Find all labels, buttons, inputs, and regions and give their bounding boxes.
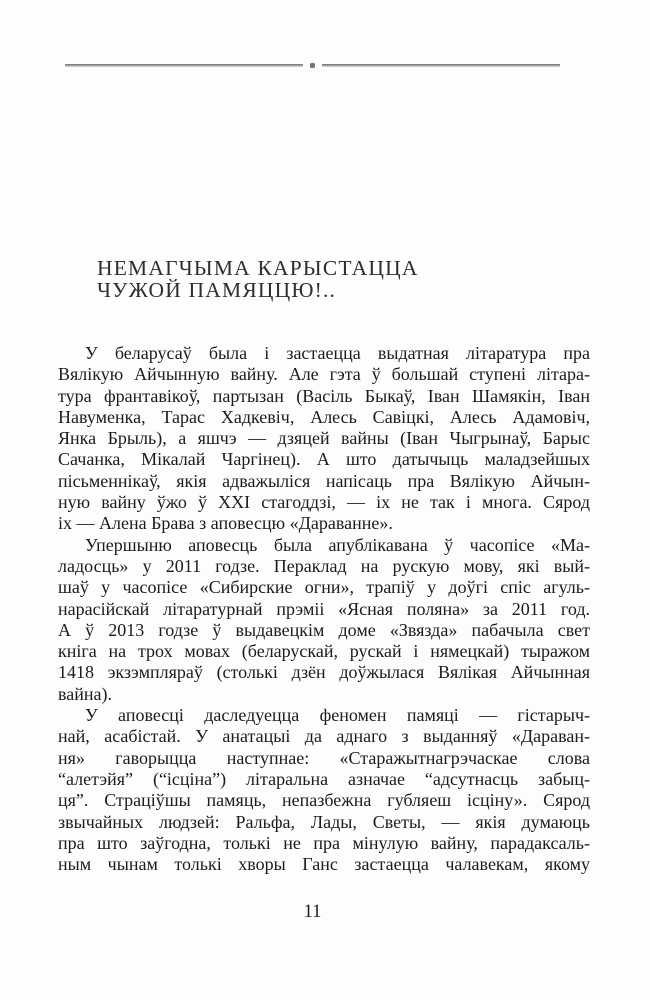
text-line: Навуменка, Тарас Хадкевіч, Алесь Савіцкі, Алесь Адамовіч,	[58, 406, 590, 427]
text-line: ця”. Страціўшы памяць, непазбежна губляеш ісціну». Сярод	[58, 790, 590, 811]
header-dot-ornament-icon	[310, 63, 315, 68]
text-line: Упершыню аповесць была апублікавана ў часопісе «Ма-	[85, 534, 590, 555]
paragraph	[58, 535, 590, 705]
body-text	[58, 343, 590, 875]
text-line: пісьменнікаў, якія адважыліся напісаць пра Вялікую Айчын-	[58, 470, 590, 491]
text-line: най, асабістай. У анатацыі да аднаго з выданняў «Дараван-	[58, 726, 590, 747]
text-line: звычайных людзей: Ральфа, Лады, Светы, — якія думаюць	[58, 811, 590, 832]
text-line: У беларусаў была і застаецца выдатная літаратура пра	[85, 343, 590, 363]
chapter-title-line-1: НЕМАГЧЫМА КАРЫСТАЦЦА	[97, 256, 419, 280]
text-line: А ў 2013 годзе ў выдавецкім доме «Звязда» пабачыла свет	[58, 619, 590, 640]
header-rule-right-line	[322, 64, 560, 67]
text-line: пра што заўгодна, толькі не пра мінулую вайну, парадаксаль-	[58, 832, 590, 853]
text-line: “алетэйя” (“ісціна”) літаральна азначае “адсутнасць забыц-	[58, 768, 590, 789]
text-line: іх — Алена Брава з аповесцю «Дараванне».	[58, 513, 393, 534]
text-line: нарасійскай літаратурнай прэміі «Ясная поляна» за 2011 год.	[58, 598, 590, 619]
text-line: Вялікую Айчынную вайну. Але гэта ў большай ступені літара-	[58, 364, 590, 385]
text-line: шаў у часопісе «Сибирские огни», трапіў у доўгі спіс агуль-	[58, 577, 590, 598]
text-line: ладосць» у 2011 годзе. Пераклад на рускую мову, які вый-	[58, 555, 590, 576]
text-line: 1418 экзэмпляраў (столькі дзён доўжылася Вялікая Айчынная	[58, 662, 590, 683]
chapter-title-line-2: ЧУЖОЙ ПАМЯЦЦЮ!..	[97, 278, 337, 302]
text-line: ную вайну ўжо ў XXI стагоддзі, — іх не так і многа. Сярод	[58, 492, 590, 513]
header-rule	[65, 61, 560, 69]
text-line: Сачанка, Мікалай Чаргінец). А што датычыць маладзейшых	[58, 449, 590, 470]
text-line: кніга на трох мовах (беларускай, рускай і нямецкай) тыражом	[58, 641, 590, 662]
chapter-title	[97, 257, 419, 301]
header-rule-left-line	[65, 64, 303, 67]
text-line: ня» гаворыцца наступнае: «Старажытнагрэчаскае слова	[58, 747, 590, 768]
text-line: тура франтавікоў, партызан (Васіль Быкаў, Іван Шамякін, Іван	[58, 385, 590, 406]
paragraph	[58, 705, 590, 875]
text-line: ным чынам толькі хворы Ганс застаецца чалавекам, якому	[58, 854, 590, 875]
text-line: вайна).	[58, 683, 112, 704]
text-line: Янка Брыль), а яшчэ — дзяцей вайны (Іван Чыгрынаў, Барыс	[58, 428, 590, 449]
paragraph	[58, 343, 590, 535]
page-number: 11	[303, 902, 322, 922]
text-line: У аповесці даследуецца феномен памяці — гістарыч-	[85, 705, 590, 726]
